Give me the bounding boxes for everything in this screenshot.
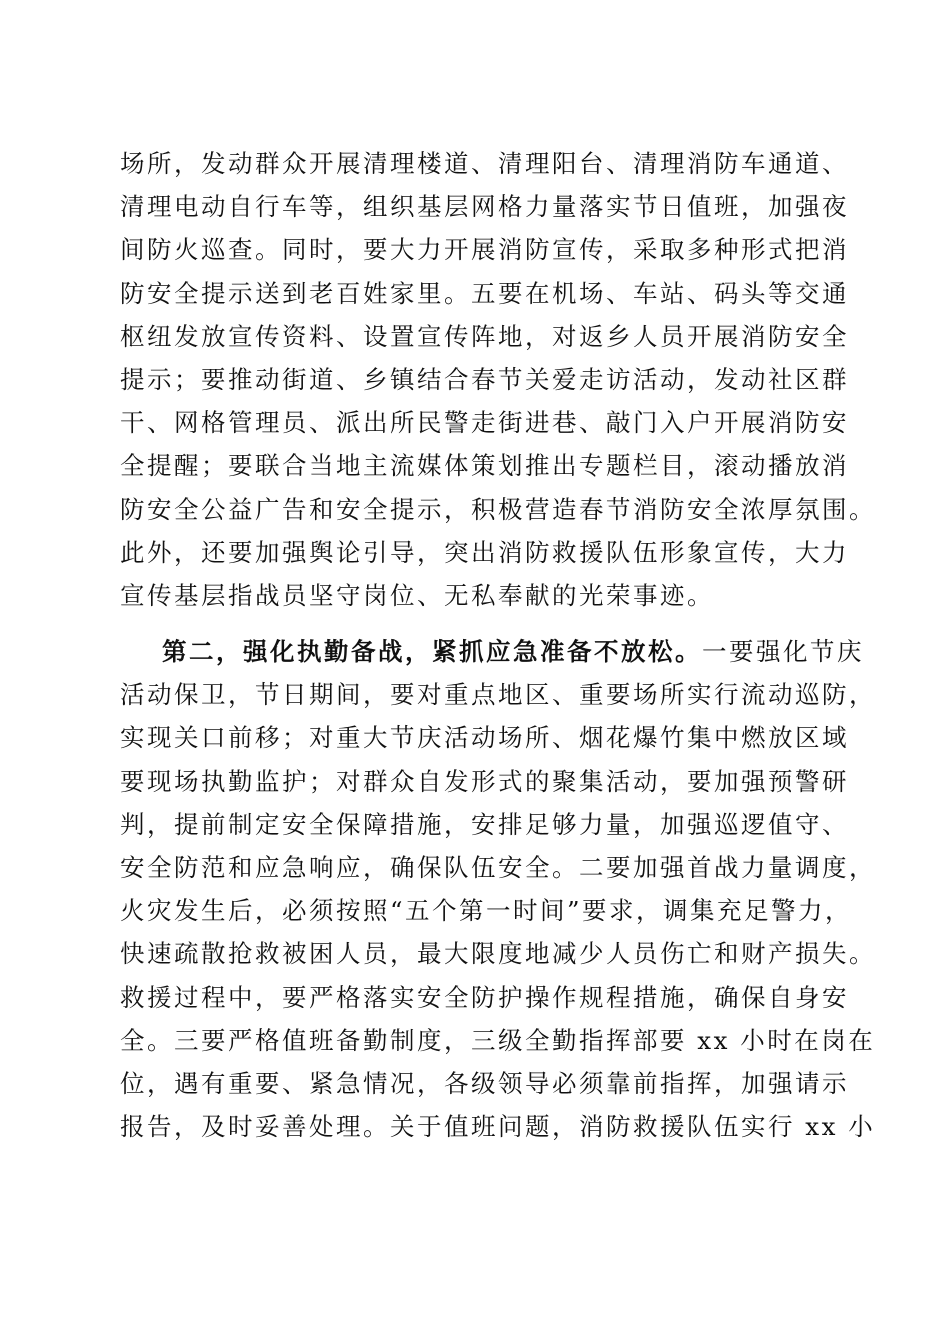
paragraph-line: 要现场执勤监护；对群众自发形式的聚集活动，要加强预警研 [120, 766, 849, 796]
paragraph-line: 提示；要推动街道、乡镇结合春节关爱走访活动，发动社区群 [120, 364, 849, 394]
paragraph-first-line [120, 630, 864, 673]
paragraph-line: 全。三要严格值班备勤制度，三级全勤指挥部要 xx 小时在岗在 [120, 1025, 876, 1055]
paragraph-line: 实现关口前移；对重大节庆活动场所、烟花爆竹集中燃放区域 [120, 723, 849, 753]
section-heading-second: 第二，强化执勤备战，紧抓应急准备不放松。 [162, 637, 702, 666]
paragraph-line: 判，提前制定安全保障措施，安排足够力量，加强巡逻值守、 [120, 809, 849, 839]
paragraph-line: 场所，发动群众开展清理楼道、清理阳台、清理消防车通道、 [120, 149, 849, 178]
paragraph-line: 防安全提示送到老百姓家里。五要在机场、车站、码头等交通 [120, 278, 849, 308]
paragraph-line: 活动保卫，节日期间，要对重点地区、重要场所实行流动巡防， [120, 680, 876, 710]
paragraph-line: 防安全公益广告和安全提示，积极营造春节消防安全浓厚氛围。 [120, 494, 876, 524]
paragraph-duty-readiness [120, 630, 876, 1148]
paragraph-line: 清理电动自行车等，组织基层网格力量落实节日值班，加强夜 [120, 192, 849, 222]
paragraph-line: 位，遇有重要、紧急情况，各级领导必须靠前指挥，加强请示 [120, 1068, 849, 1098]
paragraph-line: 干、网格管理员、派出所民警走街进巷、敲门入户开展消防安 [120, 408, 849, 438]
paragraph-line: 火灾发生后，必须按照“五个第一时间”要求，调集充足警力， [120, 896, 853, 926]
paragraph-line: 安全防范和应急响应，确保队伍安全。二要加强首战力量调度， [120, 852, 876, 882]
paragraph-line: 此外，还要加强舆论引导，突出消防救援队伍形象宣传，大力 [120, 537, 849, 567]
paragraph-line: 救援过程中，要严格落实安全防护操作规程措施，确保自身安 [120, 982, 849, 1012]
paragraph-fire-safety-publicity [120, 142, 876, 617]
paragraph-line: 全提醒；要联合当地主流媒体策划推出专题栏目，滚动播放消 [120, 451, 849, 481]
paragraph-line: 间防火巡查。同时，要大力开展消防宣传，采取多种形式把消 [120, 235, 849, 265]
paragraph-line: 报告，及时妥善处理。关于值班问题，消防救援队伍实行 xx 小 [120, 1112, 876, 1142]
paragraph-line: 枢纽发放宣传资料、设置宣传阵地，对返乡人员开展消防安全 [120, 321, 849, 351]
paragraph-line: 快速疏散抢救被困人员，最大限度地减少人员伤亡和财产损失。 [120, 939, 876, 969]
paragraph-line: 宣传基层指战员坚守岗位、无私奉献的光荣事迹。 [120, 580, 714, 610]
paragraph-first-line-text: 一要强化节庆 [702, 637, 864, 666]
